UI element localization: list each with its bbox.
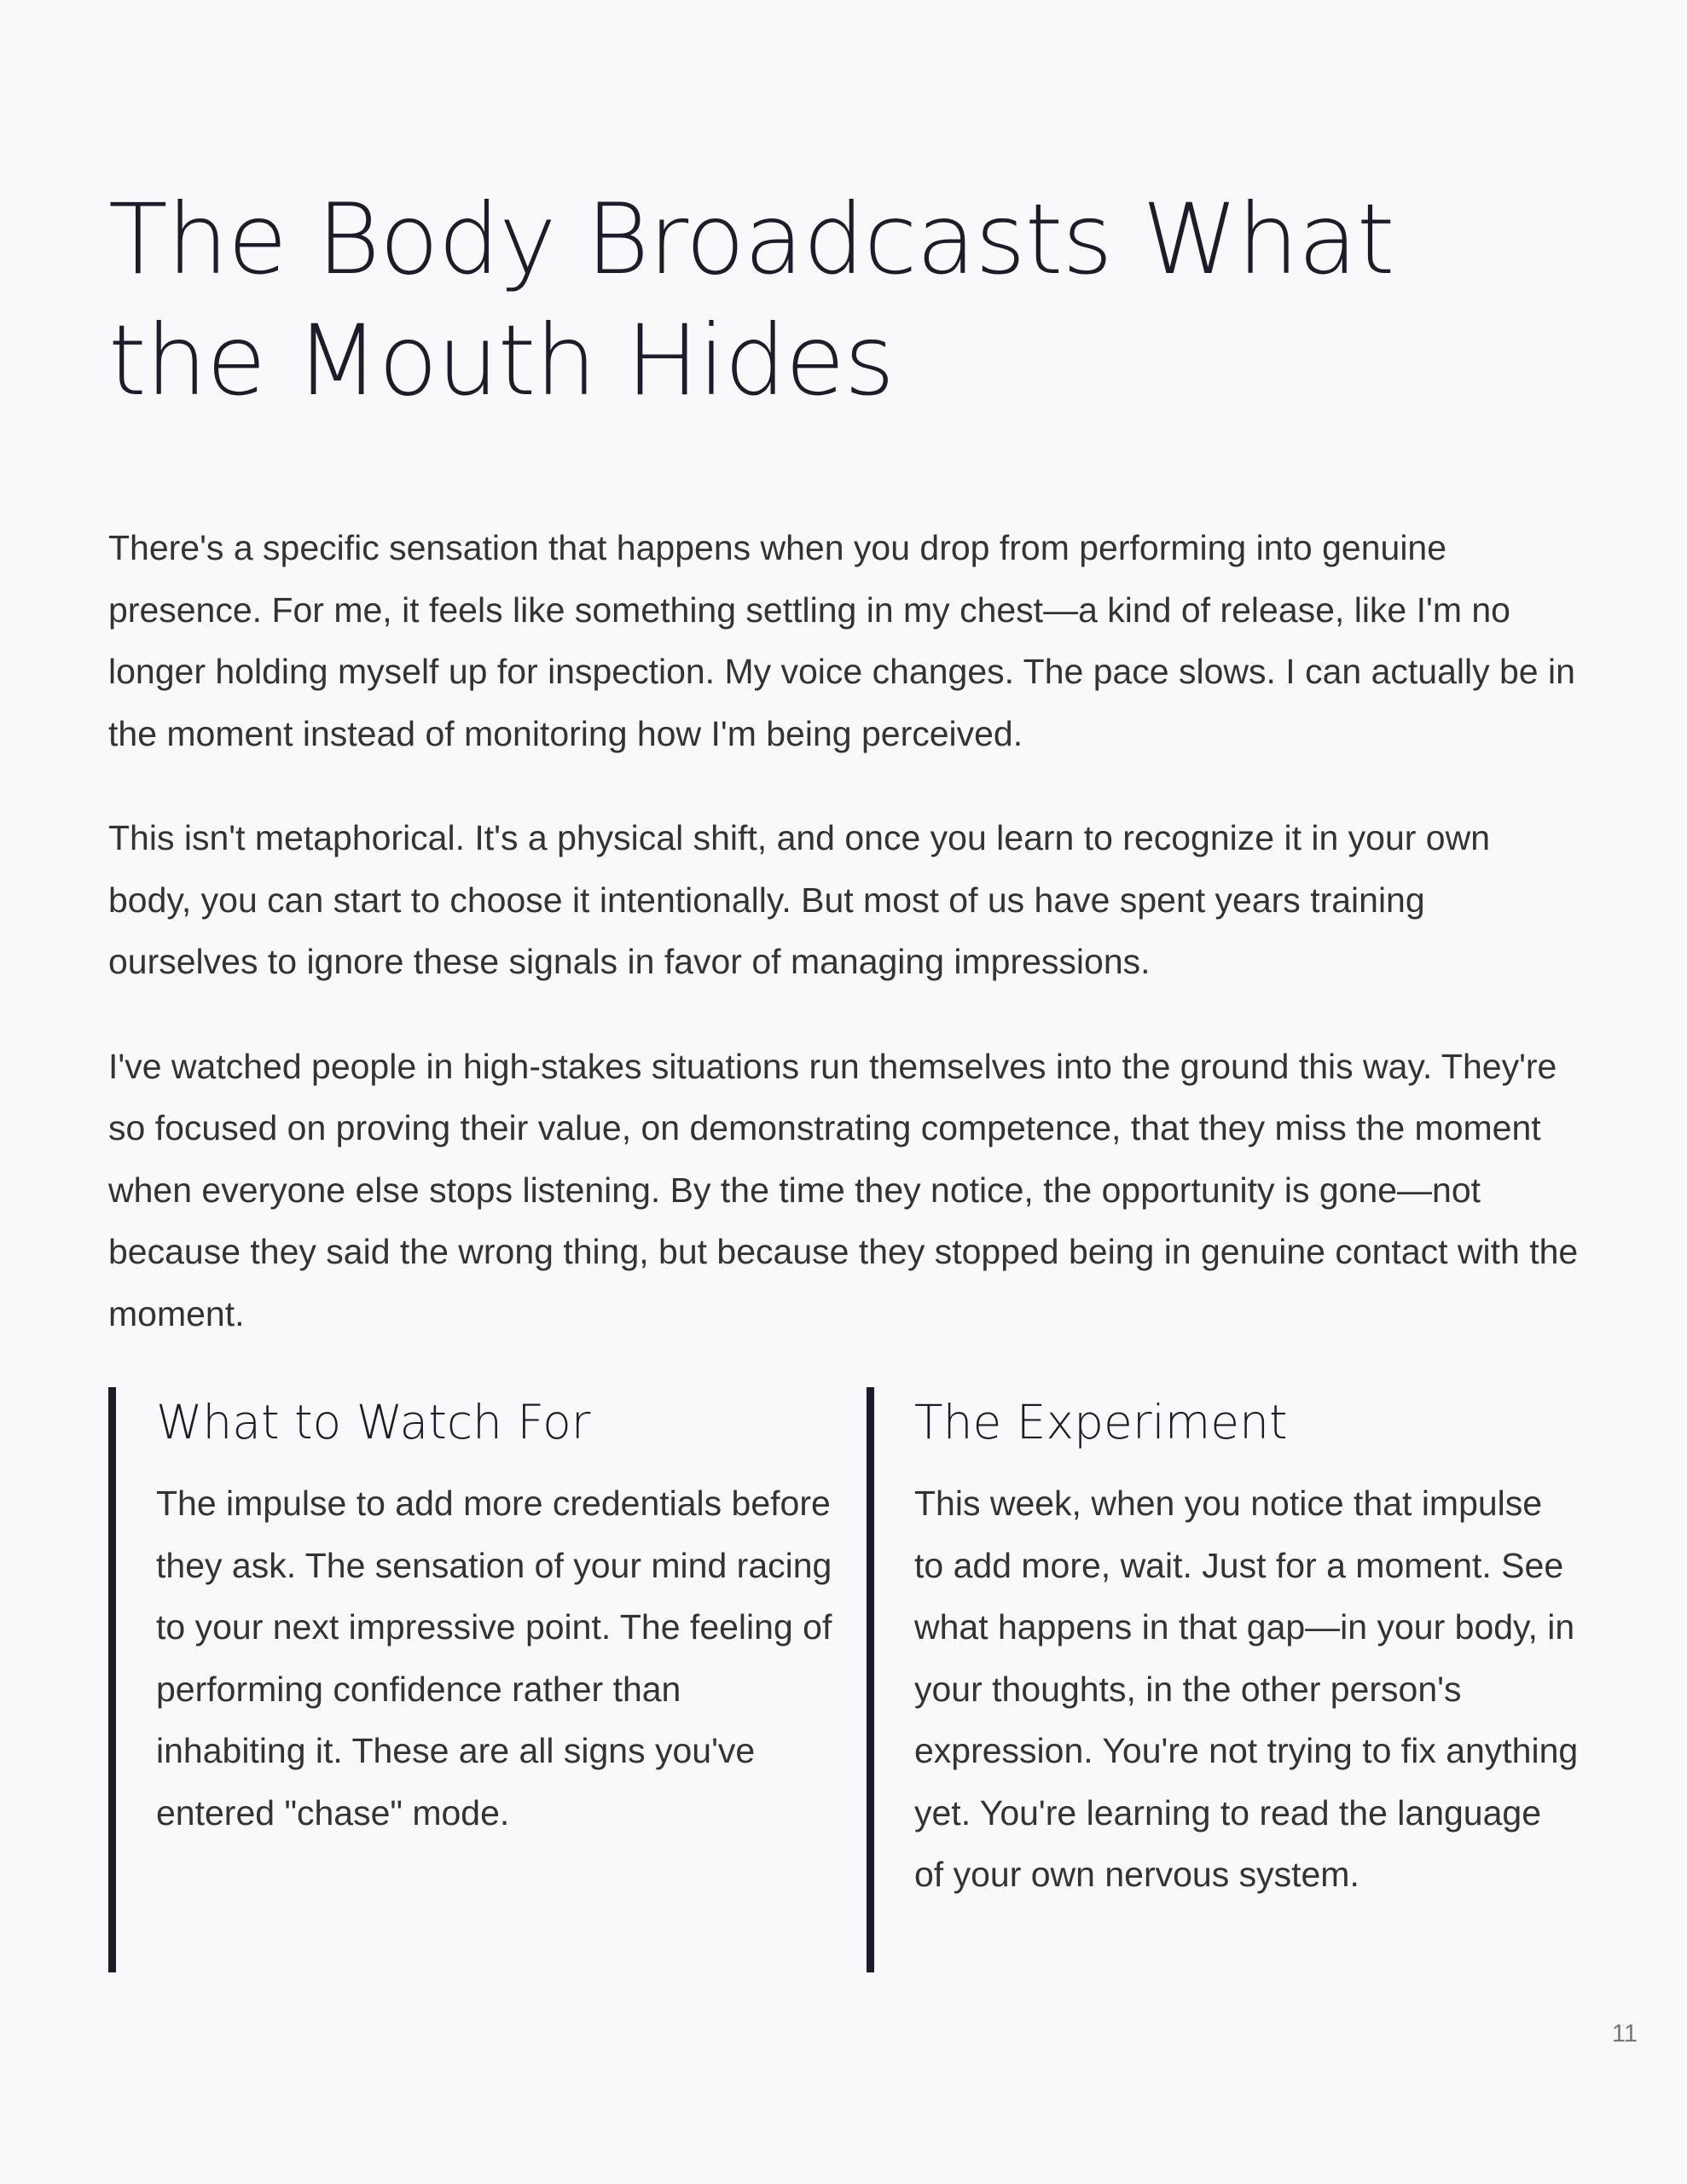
callout-text: The impulse to add more credentials before they ask. The sensation of your mind racing to your next impressive point. The feeling of performing confidence rather than inhabiting it. These are all signs you've entered "chase" mode.	[156, 1484, 832, 1833]
page-content	[108, 179, 1579, 1972]
page-number: 11	[1611, 2020, 1638, 2048]
page-title: The Body Broadcasts What the Mouth Hides	[108, 183, 1394, 417]
body-text	[108, 517, 1579, 1345]
callout-text: This week, when you notice that impulse to add more, wait. Just for a moment. See what happens in that gap—in your body, in your thoughts, in the other person's expression. You're not trying to fix anything yet. You're learning to read the language of your own nervous system.	[914, 1484, 1579, 1894]
paragraph-1: There's a specific sensation that happens when you drop from performing into genuine presence. For me, it feels like something settling in my chest—a kind of release, like I'm no longer holding myself up for inspection. My voice changes. The pace slows. I can actually be in the moment instead of monitoring how I'm being perceived.	[108, 528, 1575, 753]
paragraph-3: I've watched people in high-stakes situations run themselves into the ground this way. They're so focused on proving their value, on demonstrating competence, that they miss the moment when everyone else stops listening. By the time they notice, the opportunity is gone—not because they said the wrong thing, but because they stopped being in genuine contact with the moment.	[108, 1046, 1579, 1333]
callout-the-experiment	[867, 1387, 1579, 1972]
callout-heading: What to Watch For	[156, 1395, 591, 1449]
callout-columns	[108, 1387, 1579, 1972]
callout-heading: The Experiment	[914, 1395, 1288, 1449]
paragraph-2: This isn't metaphorical. It's a physical shift, and once you learn to recognize it in your own body, you can start to choose it intentionally. But most of us have spent years training ourselves to ignore these signals in favor of managing impressions.	[108, 818, 1491, 981]
callout-what-to-watch-for	[108, 1387, 867, 1972]
